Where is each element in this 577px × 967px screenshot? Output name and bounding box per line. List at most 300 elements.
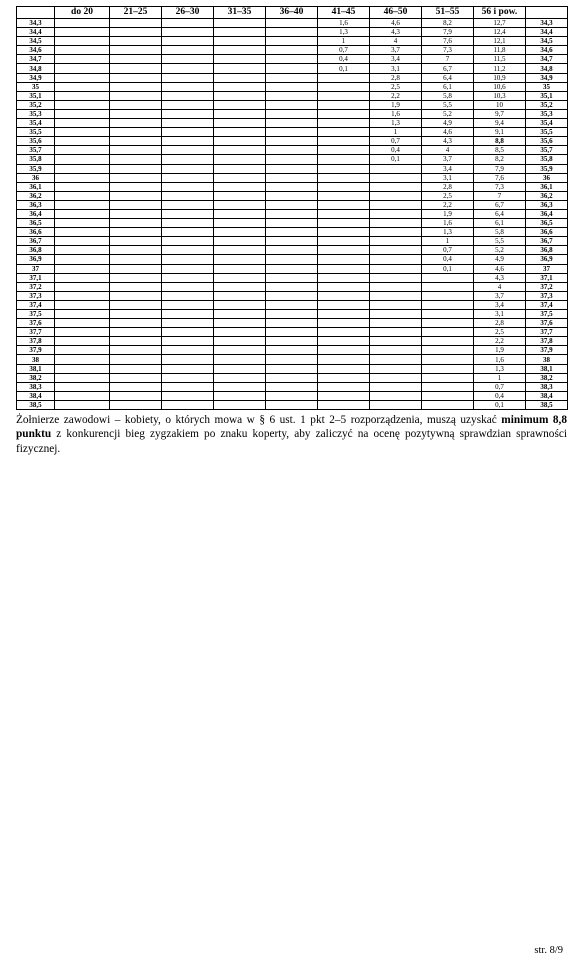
score-cell: 1: [474, 373, 526, 382]
score-cell: [318, 400, 370, 409]
time-cell: 37,1: [17, 273, 55, 282]
time-cell: 36,9: [526, 255, 568, 264]
table-row: [17, 364, 568, 373]
score-cell: [110, 364, 162, 373]
table-row: [17, 128, 568, 137]
score-cell: [422, 282, 474, 291]
score-cell: [266, 19, 318, 28]
score-cell: [318, 364, 370, 373]
score-cell: [318, 109, 370, 118]
time-cell: 36,4: [526, 209, 568, 218]
score-cell: [110, 182, 162, 191]
score-cell: [55, 19, 110, 28]
score-cell: [162, 282, 214, 291]
score-cell: [266, 55, 318, 64]
table-row: [17, 373, 568, 382]
score-cell: [318, 209, 370, 218]
score-cell: [214, 264, 266, 273]
score-cell: [110, 400, 162, 409]
score-cell: [318, 228, 370, 237]
score-cell: [318, 146, 370, 155]
score-cell: 2,2: [422, 200, 474, 209]
score-cell: [266, 310, 318, 319]
time-cell: 38: [17, 355, 55, 364]
score-cell: [370, 346, 422, 355]
column-header: 31–35: [214, 7, 266, 19]
score-cell: [110, 300, 162, 309]
score-cell: [266, 300, 318, 309]
score-cell: 1,6: [474, 355, 526, 364]
score-cell: 11,8: [474, 46, 526, 55]
score-cell: [55, 82, 110, 91]
score-cell: [214, 382, 266, 391]
score-cell: [110, 355, 162, 364]
score-cell: 3,7: [422, 155, 474, 164]
score-cell: 11,2: [474, 64, 526, 73]
column-header: 26–30: [162, 7, 214, 19]
column-header: [526, 7, 568, 19]
time-cell: 37,7: [526, 328, 568, 337]
score-cell: 4,6: [422, 128, 474, 137]
score-cell: [266, 346, 318, 355]
score-cell: [110, 337, 162, 346]
time-cell: 38,5: [17, 400, 55, 409]
score-cell: [55, 64, 110, 73]
score-cell: [162, 191, 214, 200]
time-cell: 36,2: [526, 191, 568, 200]
time-cell: 35,1: [526, 91, 568, 100]
score-cell: [110, 137, 162, 146]
score-cell: 4: [474, 282, 526, 291]
score-cell: [318, 191, 370, 200]
score-cell: [55, 191, 110, 200]
score-cell: [110, 46, 162, 55]
score-cell: [110, 119, 162, 128]
score-cell: [422, 382, 474, 391]
score-cell: [318, 264, 370, 273]
score-cell: 3,7: [370, 46, 422, 55]
score-cell: [55, 282, 110, 291]
score-cell: [422, 273, 474, 282]
score-cell: 0,1: [318, 64, 370, 73]
score-cell: [214, 346, 266, 355]
score-cell: [266, 337, 318, 346]
score-cell: [214, 91, 266, 100]
score-cell: [162, 28, 214, 37]
score-cell: [55, 73, 110, 82]
score-cell: [214, 200, 266, 209]
requirement-note: [16, 413, 567, 456]
time-cell: 35,8: [526, 155, 568, 164]
score-cell: [318, 164, 370, 173]
score-cell: [318, 300, 370, 309]
score-cell: [55, 219, 110, 228]
score-cell: [110, 246, 162, 255]
score-cell: [266, 73, 318, 82]
time-cell: 35: [17, 82, 55, 91]
score-cell: 1,6: [422, 219, 474, 228]
score-cell: 5,5: [474, 237, 526, 246]
score-cell: [422, 328, 474, 337]
table-row: [17, 400, 568, 409]
note-minimum-score: minimum 8,8 punktu: [16, 414, 567, 441]
score-cell: [214, 46, 266, 55]
score-cell: 4,9: [474, 255, 526, 264]
score-cell: 7,9: [474, 164, 526, 173]
score-cell: [162, 164, 214, 173]
score-cell: [318, 173, 370, 182]
score-cell: [266, 119, 318, 128]
column-header: do 20: [55, 7, 110, 19]
time-cell: 35,4: [17, 119, 55, 128]
column-header: 51–55: [422, 7, 474, 19]
score-cell: [110, 91, 162, 100]
score-cell: [55, 55, 110, 64]
score-cell: [55, 364, 110, 373]
score-cell: [214, 164, 266, 173]
score-cell: 4,6: [370, 19, 422, 28]
time-cell: 36,3: [17, 200, 55, 209]
time-cell: 38,4: [17, 391, 55, 400]
time-cell: 34,6: [526, 46, 568, 55]
score-cell: [422, 364, 474, 373]
table-row: [17, 382, 568, 391]
score-cell: [266, 37, 318, 46]
note-text-start: Żołnierze zawodowi – kobiety, o których mowa w § 6 ust. 1 pkt 2–5 rozporządzenia, muszą uzyskać: [16, 414, 502, 426]
time-cell: 35,5: [17, 128, 55, 137]
score-cell: 3,4: [474, 300, 526, 309]
score-cell: [214, 300, 266, 309]
score-cell: [162, 219, 214, 228]
score-cell: [55, 119, 110, 128]
score-cell: [318, 246, 370, 255]
score-cell: 0,4: [370, 146, 422, 155]
score-cell: [162, 200, 214, 209]
score-cell: [266, 382, 318, 391]
score-cell: [110, 291, 162, 300]
score-cell: 7,3: [474, 182, 526, 191]
score-cell: [266, 82, 318, 91]
score-cell: 5,8: [474, 228, 526, 237]
score-cell: 0,7: [370, 137, 422, 146]
score-cell: 9,4: [474, 119, 526, 128]
score-cell: [318, 382, 370, 391]
score-cell: 4,3: [370, 28, 422, 37]
time-cell: 36,7: [526, 237, 568, 246]
score-cell: 2,5: [422, 191, 474, 200]
score-cell: [370, 319, 422, 328]
table-row: [17, 137, 568, 146]
score-cell: [55, 255, 110, 264]
score-cell: [266, 228, 318, 237]
score-cell: [318, 200, 370, 209]
time-cell: 37,3: [17, 291, 55, 300]
score-cell: [55, 137, 110, 146]
time-cell: 37: [17, 264, 55, 273]
table-row: [17, 91, 568, 100]
score-cell: [110, 73, 162, 82]
score-cell: [266, 282, 318, 291]
score-cell: [214, 319, 266, 328]
score-cell: [110, 373, 162, 382]
score-cell: [318, 319, 370, 328]
score-cell: [370, 400, 422, 409]
score-cell: [162, 109, 214, 118]
score-cell: [318, 237, 370, 246]
score-cell: [214, 237, 266, 246]
score-cell: [110, 191, 162, 200]
score-cell: [422, 291, 474, 300]
time-cell: 34,3: [17, 19, 55, 28]
score-cell: [422, 391, 474, 400]
time-cell: 37,6: [526, 319, 568, 328]
table-row: [17, 264, 568, 273]
score-cell: [110, 200, 162, 209]
table-row: [17, 119, 568, 128]
score-cell: [318, 119, 370, 128]
score-cell: [162, 228, 214, 237]
score-cell: [162, 391, 214, 400]
score-cell: [55, 209, 110, 218]
score-cell: 1,9: [422, 209, 474, 218]
score-cell: [55, 182, 110, 191]
score-cell: [318, 137, 370, 146]
column-header: [17, 7, 55, 19]
score-cell: [55, 373, 110, 382]
time-cell: 35,4: [526, 119, 568, 128]
time-cell: 34,5: [17, 37, 55, 46]
score-cell: 0,7: [474, 382, 526, 391]
score-cell: [214, 355, 266, 364]
score-cell: [214, 246, 266, 255]
score-cell: [55, 273, 110, 282]
score-cell: [214, 19, 266, 28]
table-row: [17, 82, 568, 91]
score-cell: [55, 355, 110, 364]
score-cell: 5,2: [422, 109, 474, 118]
score-cell: 2,8: [370, 73, 422, 82]
time-cell: 37,9: [526, 346, 568, 355]
time-cell: 37,8: [17, 337, 55, 346]
score-cell: 3,7: [474, 291, 526, 300]
table-row: [17, 355, 568, 364]
score-cell: [55, 319, 110, 328]
score-cell: 5,2: [474, 246, 526, 255]
score-cell: [370, 182, 422, 191]
time-cell: 34,7: [526, 55, 568, 64]
score-cell: [162, 273, 214, 282]
score-cell: [110, 391, 162, 400]
score-cell: 7: [422, 55, 474, 64]
table-row: [17, 300, 568, 309]
column-header: 21–25: [110, 7, 162, 19]
time-cell: 35,2: [526, 100, 568, 109]
score-cell: 7,3: [422, 46, 474, 55]
score-cell: [422, 373, 474, 382]
score-cell: [370, 391, 422, 400]
score-cell: [422, 400, 474, 409]
score-cell: 7,9: [422, 28, 474, 37]
score-cell: [110, 28, 162, 37]
score-cell: 10: [474, 100, 526, 109]
score-cell: [110, 109, 162, 118]
score-cell: [370, 237, 422, 246]
score-cell: 2,2: [474, 337, 526, 346]
score-cell: [318, 100, 370, 109]
score-cell: [55, 91, 110, 100]
time-cell: 38,4: [526, 391, 568, 400]
score-cell: [318, 128, 370, 137]
score-cell: [266, 155, 318, 164]
time-cell: 34,6: [17, 46, 55, 55]
score-cell: [110, 282, 162, 291]
score-cell: [422, 319, 474, 328]
score-cell: 10,9: [474, 73, 526, 82]
score-cell: [318, 373, 370, 382]
score-cell: [266, 273, 318, 282]
table-row: [17, 273, 568, 282]
score-cell: [214, 328, 266, 337]
table-row: [17, 155, 568, 164]
score-cell: 5,8: [422, 91, 474, 100]
score-cell: [162, 173, 214, 182]
score-cell: [55, 37, 110, 46]
score-cell: 6,7: [422, 64, 474, 73]
score-cell: [266, 237, 318, 246]
table-row: [17, 146, 568, 155]
table-row: [17, 310, 568, 319]
time-cell: 37,7: [17, 328, 55, 337]
time-cell: 36,5: [17, 219, 55, 228]
score-cell: [318, 255, 370, 264]
score-cell: [370, 364, 422, 373]
table-row: [17, 37, 568, 46]
score-cell: [318, 82, 370, 91]
score-cell: 4,9: [422, 119, 474, 128]
table-row: [17, 182, 568, 191]
score-cell: [110, 346, 162, 355]
time-cell: 37,5: [526, 310, 568, 319]
table-row: [17, 228, 568, 237]
time-cell: 34,9: [526, 73, 568, 82]
score-cell: 6,1: [422, 82, 474, 91]
time-cell: 38,3: [526, 382, 568, 391]
score-cell: [266, 364, 318, 373]
score-cell: [110, 382, 162, 391]
score-cell: [266, 264, 318, 273]
score-cell: [55, 237, 110, 246]
score-cell: [110, 155, 162, 164]
score-cell: [110, 19, 162, 28]
score-cell: 9,7: [474, 109, 526, 118]
score-cell: 0,7: [422, 246, 474, 255]
score-cell: [110, 55, 162, 64]
score-cell: [266, 100, 318, 109]
score-cell: 11,5: [474, 55, 526, 64]
time-cell: 34,7: [17, 55, 55, 64]
time-cell: 38,2: [526, 373, 568, 382]
score-cell: 1,6: [370, 109, 422, 118]
score-cell: [266, 373, 318, 382]
table-row: [17, 282, 568, 291]
score-cell: 3,4: [370, 55, 422, 64]
time-cell: 37: [526, 264, 568, 273]
table-row: [17, 291, 568, 300]
score-cell: [370, 164, 422, 173]
score-cell: [214, 391, 266, 400]
score-cell: [162, 128, 214, 137]
time-cell: 36,8: [17, 246, 55, 255]
score-cell: [214, 82, 266, 91]
score-cell: [214, 28, 266, 37]
score-cell: 0,7: [318, 46, 370, 55]
score-cell: [266, 400, 318, 409]
score-cell: 8,5: [474, 146, 526, 155]
score-cell: 12,1: [474, 37, 526, 46]
time-cell: 36: [526, 173, 568, 182]
score-cell: [162, 255, 214, 264]
score-cell: [162, 146, 214, 155]
score-cell: [370, 300, 422, 309]
score-cell: 7: [474, 191, 526, 200]
score-cell: 1,3: [474, 364, 526, 373]
table-row: [17, 191, 568, 200]
table-row: [17, 255, 568, 264]
score-cell: 9,1: [474, 128, 526, 137]
score-cell: [162, 46, 214, 55]
score-cell: 8,8: [474, 137, 526, 146]
time-cell: 38,1: [17, 364, 55, 373]
score-cell: [162, 373, 214, 382]
table-row: [17, 200, 568, 209]
score-cell: 1,3: [370, 119, 422, 128]
score-cell: [214, 137, 266, 146]
table-row: [17, 346, 568, 355]
score-cell: [55, 164, 110, 173]
time-cell: 37,4: [526, 300, 568, 309]
score-cell: [110, 255, 162, 264]
time-cell: 37,5: [17, 310, 55, 319]
score-cell: [214, 310, 266, 319]
column-header: 46–50: [370, 7, 422, 19]
score-cell: 4,3: [474, 273, 526, 282]
time-cell: 36,7: [17, 237, 55, 246]
score-cell: [266, 246, 318, 255]
score-cell: [162, 355, 214, 364]
score-cell: 1,3: [318, 28, 370, 37]
table-row: [17, 73, 568, 82]
score-cell: [422, 310, 474, 319]
time-cell: 37,1: [526, 273, 568, 282]
score-cell: [318, 328, 370, 337]
note-text-end: z konkurencji bieg zygzakiem po znaku koperty, aby zaliczyć na ocenę pozytywną sprawdzian sprawności fizycznej.: [16, 428, 567, 455]
score-cell: [214, 155, 266, 164]
score-cell: [370, 228, 422, 237]
score-cell: [55, 391, 110, 400]
time-cell: 36,2: [17, 191, 55, 200]
time-cell: 35,2: [17, 100, 55, 109]
score-cell: [318, 155, 370, 164]
time-cell: 38: [526, 355, 568, 364]
time-cell: 37,2: [17, 282, 55, 291]
score-cell: 2,5: [474, 328, 526, 337]
score-cell: [214, 291, 266, 300]
score-cell: 4: [370, 37, 422, 46]
time-cell: 34,5: [526, 37, 568, 46]
score-cell: [162, 119, 214, 128]
score-cell: [162, 155, 214, 164]
score-cell: [214, 173, 266, 182]
